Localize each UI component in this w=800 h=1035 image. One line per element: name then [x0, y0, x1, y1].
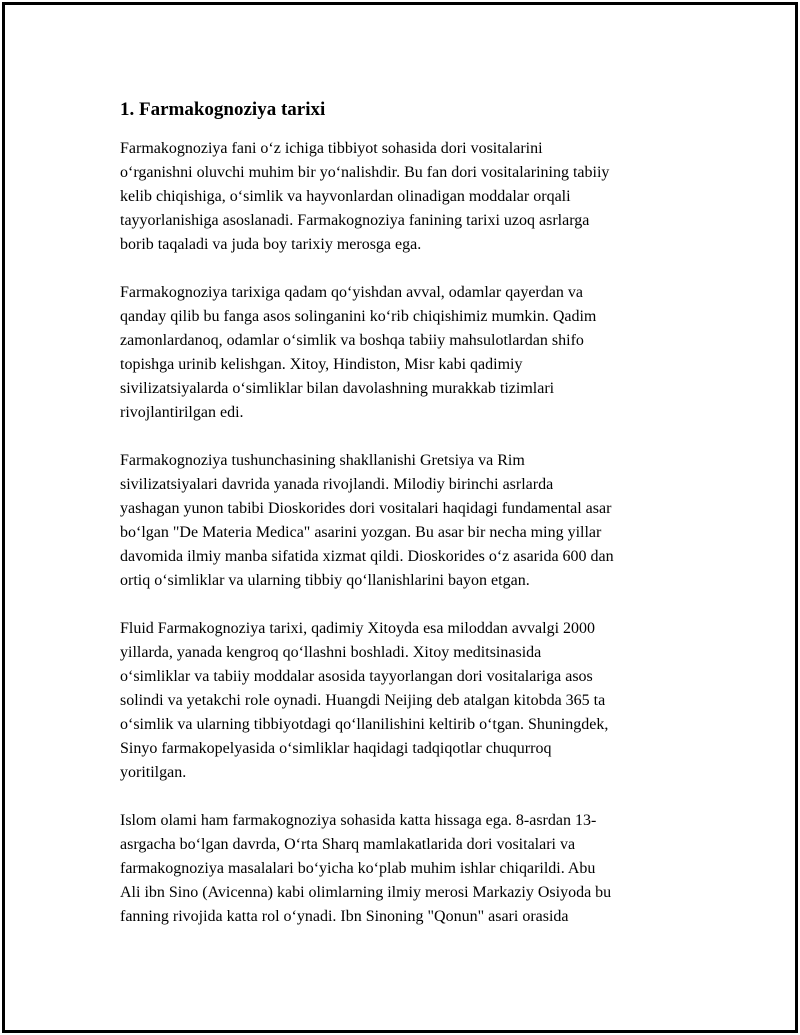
text-line: Sinyo farmakopelyasida o‘simliklar haqidagi tadqiqotlar chuqurroq	[120, 740, 552, 757]
text-line: fanning rivojida katta rol o‘ynadi. Ibn Sinoning "Qonun" asari orasida	[120, 908, 569, 925]
paragraph	[120, 449, 700, 593]
text-line: asrgacha bo‘lgan davrda, O‘rta Sharq mamlakatlarida dori vositalari va	[120, 836, 576, 853]
text-line: kelib chiqishiga, o‘simlik va hayvonlardan olinadigan moddalar orqali	[120, 188, 571, 205]
text-line: yoritilgan.	[120, 764, 187, 781]
text-line: topishga urinib kelishgan. Xitoy, Hindiston, Misr kabi qadimiy	[120, 356, 523, 373]
text-line: o‘simliklar va tabiiy moddalar asosida tayyorlangan dori vositalariga asos	[120, 668, 593, 685]
paragraph	[120, 617, 700, 785]
text-line: ortiq o‘simliklar va ularning tibbiy qo‘llanishlarini bayon etgan.	[120, 572, 530, 589]
paragraph	[120, 809, 700, 929]
text-line: Farmakognoziya tushunchasining shakllanishi Gretsiya va Rim	[120, 452, 525, 469]
text-line: Fluid Farmakognoziya tarixi, qadimiy Xitoyda esa miloddan avvalgi 2000	[120, 620, 596, 637]
text-line: solindi va yetakchi role oynadi. Huangdi Neijing deb atalgan kitobda 365 ta	[120, 692, 606, 709]
text-line: o‘rganishni oluvchi muhim bir yo‘nalishdir. Bu fan dori vositalarining tabiiy	[120, 164, 610, 181]
text-line: tayyorlanishiga asoslanadi. Farmakognoziya fanining tarixi uzoq asrlarga	[120, 212, 590, 229]
text-line: o‘simlik va ularning tibbiyotdagi qo‘llanilishini keltirib o‘tgan. Shuningdek,	[120, 716, 609, 733]
text-line: Farmakognoziya tarixiga qadam qo‘yishdan avval, odamlar qayerdan va	[120, 284, 583, 301]
text-line: yillarda, yanada kengroq qo‘llashni boshladi. Xitoy meditsinasida	[120, 644, 542, 661]
section-title: 1. Farmakognoziya tarixi	[120, 99, 326, 120]
text-line: Farmakognoziya fani o‘z ichiga tibbiyot sohasida dori vositalarini	[120, 140, 543, 157]
paragraph-spacer	[120, 593, 700, 617]
text-line: Islom olami ham farmakognoziya sohasida katta hissaga ega. 8-asrdan 13-	[120, 812, 597, 829]
paragraph-spacer	[120, 257, 700, 281]
text-line: sivilizatsiyalarda o‘simliklar bilan davolashning murakkab tizimlari	[120, 380, 555, 397]
paragraph-spacer	[120, 785, 700, 809]
text-line: sivilizatsiyalari davrida yanada rivojlandi. Milodiy birinchi asrlarda	[120, 476, 554, 493]
paragraph	[120, 281, 700, 425]
document-body	[120, 97, 700, 929]
text-line: zamonlardanoq, odamlar o‘simlik va boshqa tabiiy mahsulotlardan shifo	[120, 332, 584, 349]
text-line: bo‘lgan "De Materia Medica" asarini yozgan. Bu asar bir necha ming yillar	[120, 524, 602, 541]
text-line: farmakognoziya masalalari bo‘yicha ko‘plab muhim ishlar chiqarildi. Abu	[120, 860, 596, 877]
text-line: yashagan yunon tabibi Dioskorides dori vositalari haqidagi fundamental asar	[120, 500, 612, 517]
page-frame	[2, 2, 798, 1033]
text-line: qanday qilib bu fanga asos solinganini ko‘rib chiqishimiz mumkin. Qadim	[120, 308, 597, 325]
paragraph	[120, 137, 700, 257]
text-line: Ali ibn Sino (Avicenna) kabi olimlarning ilmiy merosi Markaziy Osiyoda bu	[120, 884, 612, 901]
text-line: davomida ilmiy manba sifatida xizmat qildi. Dioskorides o‘z asarida 600 dan	[120, 548, 614, 565]
text-line: borib taqaladi va juda boy tarixiy merosga ega.	[120, 236, 422, 253]
text-line: rivojlantirilgan edi.	[120, 404, 244, 421]
paragraph-spacer	[120, 425, 700, 449]
